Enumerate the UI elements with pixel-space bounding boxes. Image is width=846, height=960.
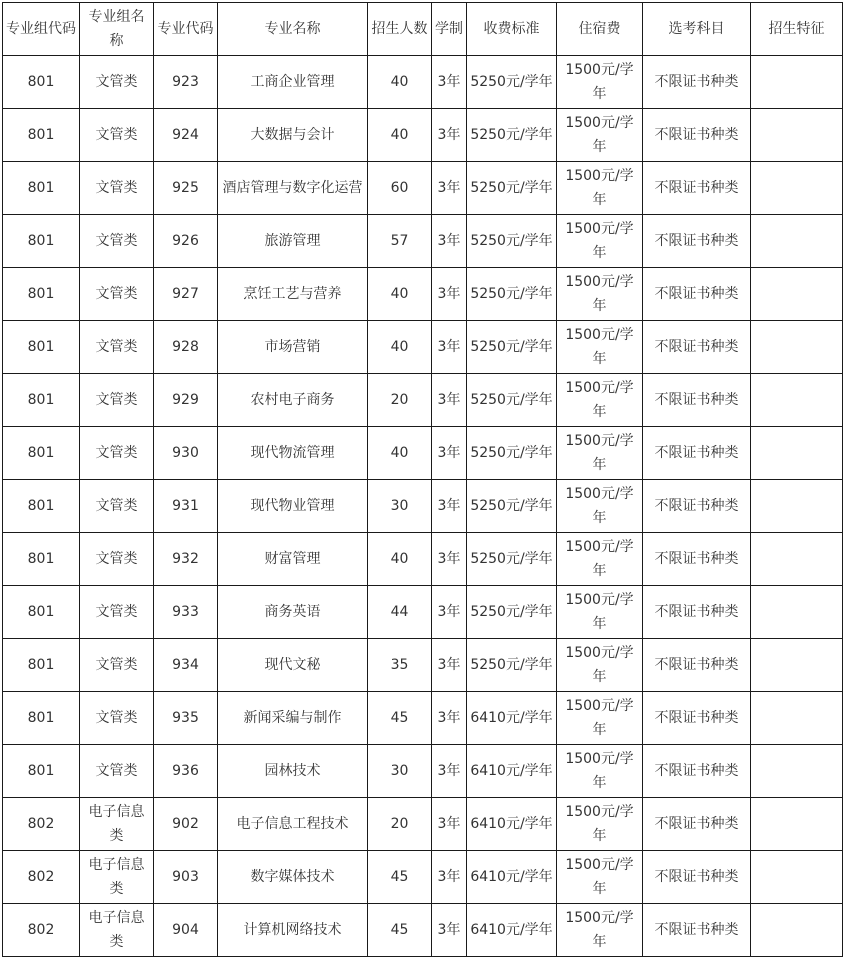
cell-features xyxy=(751,692,843,745)
cell-major-code: 927 xyxy=(154,268,218,321)
cell-major-name: 电子信息工程技术 xyxy=(218,798,368,851)
cell-major-code: 904 xyxy=(154,904,218,957)
cell-major-code: 903 xyxy=(154,851,218,904)
cell-group-code: 801 xyxy=(3,427,80,480)
cell-group-code: 801 xyxy=(3,745,80,798)
header-group-name: 专业组名称 xyxy=(80,3,154,56)
cell-subjects: 不限证书种类 xyxy=(643,533,751,586)
cell-lodging: 1500元/学年 xyxy=(557,109,643,162)
cell-tuition: 6410元/学年 xyxy=(467,851,557,904)
cell-major-code: 934 xyxy=(154,639,218,692)
cell-duration: 3年 xyxy=(432,109,467,162)
cell-major-code: 924 xyxy=(154,109,218,162)
cell-major-name: 市场营销 xyxy=(218,321,368,374)
cell-group-code: 801 xyxy=(3,639,80,692)
cell-group-name: 文管类 xyxy=(80,374,154,427)
cell-tuition: 5250元/学年 xyxy=(467,268,557,321)
header-major-code: 专业代码 xyxy=(154,3,218,56)
table-row xyxy=(3,56,843,109)
enrollment-table-container xyxy=(2,2,843,957)
cell-group-name: 文管类 xyxy=(80,427,154,480)
cell-features xyxy=(751,533,843,586)
cell-subjects: 不限证书种类 xyxy=(643,798,751,851)
cell-major-name: 烹饪工艺与营养 xyxy=(218,268,368,321)
cell-major-name: 计算机网络技术 xyxy=(218,904,368,957)
cell-tuition: 6410元/学年 xyxy=(467,692,557,745)
cell-features xyxy=(751,904,843,957)
table-row xyxy=(3,904,843,957)
cell-major-name: 商务英语 xyxy=(218,586,368,639)
cell-group-code: 801 xyxy=(3,321,80,374)
cell-features xyxy=(751,745,843,798)
cell-group-code: 801 xyxy=(3,692,80,745)
table-row xyxy=(3,692,843,745)
table-row xyxy=(3,533,843,586)
table-row xyxy=(3,798,843,851)
header-features: 招生特征 xyxy=(751,3,843,56)
table-body xyxy=(3,56,843,957)
cell-group-code: 801 xyxy=(3,586,80,639)
cell-lodging: 1500元/学年 xyxy=(557,374,643,427)
cell-lodging: 1500元/学年 xyxy=(557,215,643,268)
cell-enrollment: 45 xyxy=(368,851,432,904)
cell-features xyxy=(751,798,843,851)
cell-lodging: 1500元/学年 xyxy=(557,533,643,586)
cell-enrollment: 40 xyxy=(368,56,432,109)
cell-major-name: 工商企业管理 xyxy=(218,56,368,109)
cell-major-name: 数字媒体技术 xyxy=(218,851,368,904)
cell-duration: 3年 xyxy=(432,321,467,374)
cell-lodging: 1500元/学年 xyxy=(557,480,643,533)
cell-subjects: 不限证书种类 xyxy=(643,162,751,215)
cell-major-name: 现代文秘 xyxy=(218,639,368,692)
cell-subjects: 不限证书种类 xyxy=(643,692,751,745)
cell-lodging: 1500元/学年 xyxy=(557,851,643,904)
cell-group-name: 文管类 xyxy=(80,109,154,162)
cell-subjects: 不限证书种类 xyxy=(643,639,751,692)
cell-major-code: 923 xyxy=(154,56,218,109)
cell-group-name: 文管类 xyxy=(80,745,154,798)
cell-features xyxy=(751,374,843,427)
cell-subjects: 不限证书种类 xyxy=(643,215,751,268)
cell-features xyxy=(751,851,843,904)
cell-duration: 3年 xyxy=(432,427,467,480)
cell-enrollment: 30 xyxy=(368,745,432,798)
cell-major-name: 酒店管理与数字化运营 xyxy=(218,162,368,215)
table-row xyxy=(3,586,843,639)
header-duration: 学制 xyxy=(432,3,467,56)
cell-subjects: 不限证书种类 xyxy=(643,374,751,427)
cell-enrollment: 40 xyxy=(368,427,432,480)
table-header-row xyxy=(3,3,843,56)
cell-major-code: 902 xyxy=(154,798,218,851)
cell-major-code: 933 xyxy=(154,586,218,639)
table-row xyxy=(3,215,843,268)
cell-group-code: 801 xyxy=(3,215,80,268)
cell-group-name: 文管类 xyxy=(80,215,154,268)
cell-enrollment: 20 xyxy=(368,374,432,427)
cell-lodging: 1500元/学年 xyxy=(557,692,643,745)
cell-subjects: 不限证书种类 xyxy=(643,745,751,798)
cell-features xyxy=(751,109,843,162)
cell-group-name: 文管类 xyxy=(80,162,154,215)
cell-major-code: 932 xyxy=(154,533,218,586)
cell-major-name: 现代物流管理 xyxy=(218,427,368,480)
table-row xyxy=(3,374,843,427)
cell-enrollment: 40 xyxy=(368,268,432,321)
cell-tuition: 5250元/学年 xyxy=(467,109,557,162)
table-row xyxy=(3,427,843,480)
cell-lodging: 1500元/学年 xyxy=(557,427,643,480)
cell-group-name: 文管类 xyxy=(80,533,154,586)
table-row xyxy=(3,851,843,904)
cell-group-code: 801 xyxy=(3,109,80,162)
header-major-name: 专业名称 xyxy=(218,3,368,56)
cell-tuition: 5250元/学年 xyxy=(467,639,557,692)
cell-group-name: 文管类 xyxy=(80,321,154,374)
cell-group-name: 文管类 xyxy=(80,692,154,745)
cell-duration: 3年 xyxy=(432,851,467,904)
cell-major-code: 928 xyxy=(154,321,218,374)
cell-subjects: 不限证书种类 xyxy=(643,109,751,162)
cell-duration: 3年 xyxy=(432,798,467,851)
header-group-code: 专业组代码 xyxy=(3,3,80,56)
cell-group-code: 802 xyxy=(3,904,80,957)
cell-lodging: 1500元/学年 xyxy=(557,586,643,639)
cell-duration: 3年 xyxy=(432,692,467,745)
cell-lodging: 1500元/学年 xyxy=(557,639,643,692)
table-row xyxy=(3,639,843,692)
cell-group-code: 801 xyxy=(3,480,80,533)
cell-major-name: 新闻采编与制作 xyxy=(218,692,368,745)
cell-subjects: 不限证书种类 xyxy=(643,586,751,639)
cell-major-name: 财富管理 xyxy=(218,533,368,586)
cell-group-code: 801 xyxy=(3,268,80,321)
cell-tuition: 5250元/学年 xyxy=(467,480,557,533)
cell-features xyxy=(751,639,843,692)
cell-features xyxy=(751,586,843,639)
cell-subjects: 不限证书种类 xyxy=(643,851,751,904)
cell-lodging: 1500元/学年 xyxy=(557,56,643,109)
cell-group-name: 电子信息类 xyxy=(80,904,154,957)
cell-features xyxy=(751,480,843,533)
cell-group-name: 文管类 xyxy=(80,586,154,639)
cell-tuition: 5250元/学年 xyxy=(467,162,557,215)
cell-duration: 3年 xyxy=(432,586,467,639)
cell-major-name: 园林技术 xyxy=(218,745,368,798)
cell-lodging: 1500元/学年 xyxy=(557,321,643,374)
cell-group-name: 电子信息类 xyxy=(80,851,154,904)
cell-group-name: 文管类 xyxy=(80,268,154,321)
cell-major-code: 925 xyxy=(154,162,218,215)
table-row xyxy=(3,745,843,798)
cell-group-code: 802 xyxy=(3,851,80,904)
table-row xyxy=(3,480,843,533)
cell-major-name: 现代物业管理 xyxy=(218,480,368,533)
cell-duration: 3年 xyxy=(432,215,467,268)
header-enrollment: 招生人数 xyxy=(368,3,432,56)
cell-features xyxy=(751,427,843,480)
cell-tuition: 5250元/学年 xyxy=(467,321,557,374)
cell-enrollment: 20 xyxy=(368,798,432,851)
cell-group-name: 文管类 xyxy=(80,639,154,692)
cell-subjects: 不限证书种类 xyxy=(643,321,751,374)
cell-major-code: 930 xyxy=(154,427,218,480)
cell-enrollment: 57 xyxy=(368,215,432,268)
header-subjects: 选考科目 xyxy=(643,3,751,56)
cell-tuition: 6410元/学年 xyxy=(467,798,557,851)
cell-enrollment: 45 xyxy=(368,904,432,957)
cell-tuition: 5250元/学年 xyxy=(467,374,557,427)
table-row xyxy=(3,268,843,321)
header-lodging: 住宿费 xyxy=(557,3,643,56)
cell-major-code: 926 xyxy=(154,215,218,268)
cell-enrollment: 40 xyxy=(368,109,432,162)
cell-enrollment: 35 xyxy=(368,639,432,692)
cell-subjects: 不限证书种类 xyxy=(643,56,751,109)
cell-major-code: 935 xyxy=(154,692,218,745)
table-row xyxy=(3,162,843,215)
cell-enrollment: 30 xyxy=(368,480,432,533)
cell-features xyxy=(751,215,843,268)
cell-subjects: 不限证书种类 xyxy=(643,427,751,480)
cell-group-code: 801 xyxy=(3,533,80,586)
cell-group-code: 801 xyxy=(3,56,80,109)
cell-duration: 3年 xyxy=(432,904,467,957)
cell-subjects: 不限证书种类 xyxy=(643,268,751,321)
cell-lodging: 1500元/学年 xyxy=(557,798,643,851)
table-row xyxy=(3,321,843,374)
cell-duration: 3年 xyxy=(432,268,467,321)
cell-duration: 3年 xyxy=(432,162,467,215)
cell-lodging: 1500元/学年 xyxy=(557,162,643,215)
cell-major-name: 农村电子商务 xyxy=(218,374,368,427)
cell-group-name: 电子信息类 xyxy=(80,798,154,851)
cell-major-code: 936 xyxy=(154,745,218,798)
cell-tuition: 5250元/学年 xyxy=(467,533,557,586)
cell-group-name: 文管类 xyxy=(80,480,154,533)
cell-subjects: 不限证书种类 xyxy=(643,480,751,533)
cell-tuition: 5250元/学年 xyxy=(467,215,557,268)
cell-enrollment: 45 xyxy=(368,692,432,745)
cell-duration: 3年 xyxy=(432,745,467,798)
cell-enrollment: 40 xyxy=(368,321,432,374)
cell-group-code: 801 xyxy=(3,162,80,215)
cell-features xyxy=(751,268,843,321)
cell-subjects: 不限证书种类 xyxy=(643,904,751,957)
cell-tuition: 5250元/学年 xyxy=(467,56,557,109)
cell-duration: 3年 xyxy=(432,639,467,692)
cell-major-code: 931 xyxy=(154,480,218,533)
cell-tuition: 5250元/学年 xyxy=(467,427,557,480)
cell-features xyxy=(751,162,843,215)
cell-major-name: 大数据与会计 xyxy=(218,109,368,162)
cell-group-code: 802 xyxy=(3,798,80,851)
enrollment-table xyxy=(2,2,843,957)
cell-tuition: 6410元/学年 xyxy=(467,745,557,798)
cell-features xyxy=(751,56,843,109)
cell-duration: 3年 xyxy=(432,374,467,427)
cell-enrollment: 44 xyxy=(368,586,432,639)
cell-duration: 3年 xyxy=(432,480,467,533)
cell-features xyxy=(751,321,843,374)
header-tuition: 收费标准 xyxy=(467,3,557,56)
cell-tuition: 5250元/学年 xyxy=(467,586,557,639)
cell-group-name: 文管类 xyxy=(80,56,154,109)
cell-duration: 3年 xyxy=(432,533,467,586)
cell-major-name: 旅游管理 xyxy=(218,215,368,268)
cell-lodging: 1500元/学年 xyxy=(557,268,643,321)
cell-major-code: 929 xyxy=(154,374,218,427)
cell-enrollment: 40 xyxy=(368,533,432,586)
table-row xyxy=(3,109,843,162)
cell-lodging: 1500元/学年 xyxy=(557,904,643,957)
cell-group-code: 801 xyxy=(3,374,80,427)
cell-duration: 3年 xyxy=(432,56,467,109)
cell-enrollment: 60 xyxy=(368,162,432,215)
cell-tuition: 6410元/学年 xyxy=(467,904,557,957)
cell-lodging: 1500元/学年 xyxy=(557,745,643,798)
